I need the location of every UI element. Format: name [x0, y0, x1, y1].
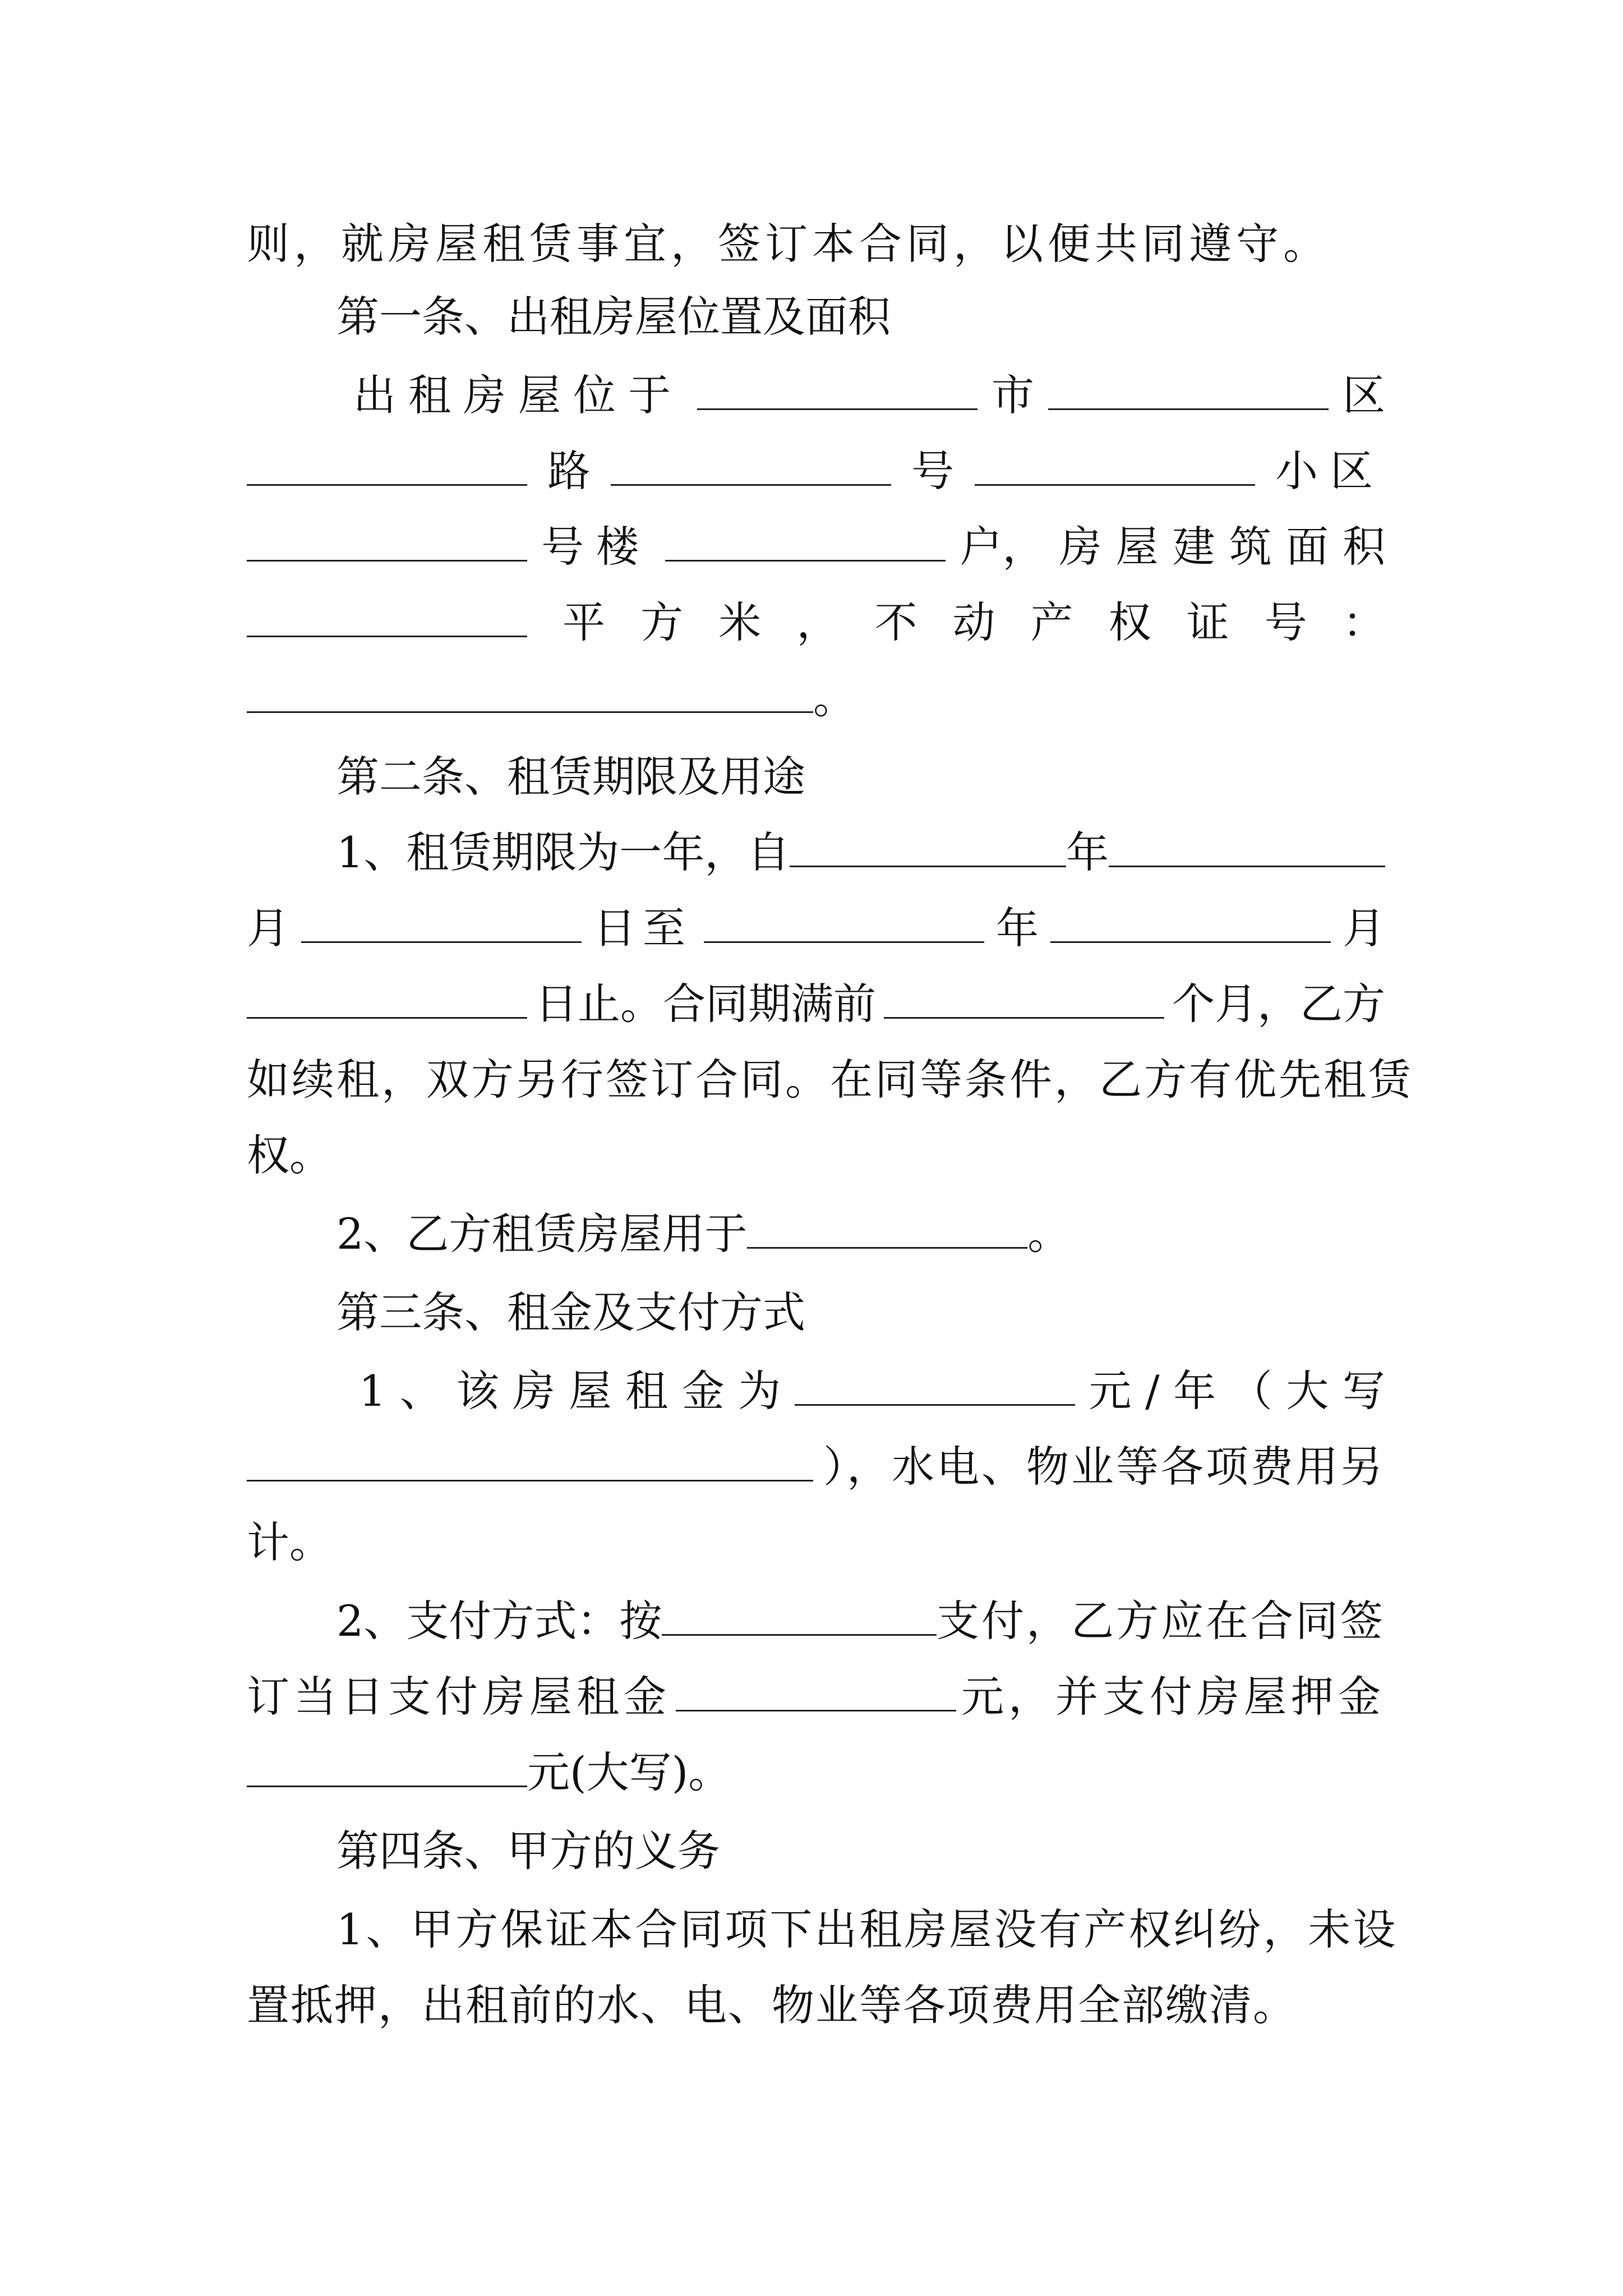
location-line-1: 出租房屋位于 市 区 — [353, 370, 1385, 420]
payment-line-2: 订当日支付房屋租金 元，并支付房屋押金 — [247, 1672, 1385, 1722]
end-month-blank[interactable] — [1050, 907, 1331, 943]
location-line-3: 号楼 户， 房 屋 建 筑 面 积 — [247, 516, 1385, 578]
obligation-line-2: 置抵押，出租前的水、电、物业等各项费用全部缴清。 — [247, 1980, 1297, 2030]
rent-line-3: 计。 — [247, 1517, 332, 1567]
deposit-blank[interactable] — [247, 1751, 527, 1787]
rent-line-1: 1 、 该 房 屋 租 金 为 元 / 年 （ 大 写 — [359, 1366, 1385, 1416]
unit-blank[interactable] — [665, 525, 946, 562]
usage-blank[interactable] — [747, 1212, 1027, 1249]
payment-line-3: 元(大写)。 — [247, 1742, 1385, 1803]
location-line-5: 。 — [247, 668, 1385, 729]
certificate-blank[interactable] — [247, 677, 813, 713]
payment-line-1: 2、支付方式：按 支付，乙方应在合同签 — [336, 1596, 1385, 1646]
start-year-blank[interactable] — [790, 831, 1066, 867]
end-year-blank[interactable] — [704, 907, 984, 943]
rent-capital-blank[interactable] — [247, 1445, 813, 1481]
obligation-line-1: 1、甲方保证本合同项下出租房屋没有产权纠纷，未设 — [336, 1904, 1398, 1954]
annual-rent-blank[interactable] — [795, 1369, 1075, 1406]
term-line-3: 日止。合同期满前 个月，乙方 — [247, 973, 1385, 1035]
district-blank[interactable] — [1048, 374, 1329, 410]
article-2-title: 第二条、租赁期限及用途 — [336, 752, 805, 802]
term-line-5: 权。 — [247, 1130, 332, 1180]
building-blank[interactable] — [247, 525, 527, 562]
road-blank[interactable] — [247, 449, 527, 486]
article-3-title: 第三条、租金及支付方式 — [336, 1287, 805, 1337]
usage-line: 2、乙方租赁房屋用于 。 — [336, 1209, 1071, 1259]
first-rent-blank[interactable] — [676, 1675, 956, 1711]
payment-method-blank[interactable] — [662, 1599, 937, 1636]
notice-months-blank[interactable] — [884, 982, 1164, 1019]
article-1-title: 第一条、出租房屋位置及面积 — [336, 292, 891, 342]
location-line-2: 路 号 小区 — [247, 440, 1385, 502]
area-blank[interactable] — [247, 601, 527, 637]
text-line: 则，就房屋租赁事宜，签订本合同，以便共同遵守。 — [247, 219, 1330, 269]
end-day-blank[interactable] — [247, 982, 527, 1019]
paragraph-line — [247, 213, 1330, 275]
location-line-4: 平 方 米 ， 不 动 产 权 证 号 ： — [247, 592, 1385, 654]
article-4-title: 第四条、甲方的义务 — [336, 1826, 720, 1876]
number-blank[interactable] — [611, 449, 891, 486]
term-line-1: 1、租赁期限为一年，自 年 — [336, 822, 1385, 884]
term-line-2: 月 日至 年 月 — [247, 903, 1385, 953]
rent-line-2: ），水电、物业等各项费用另 — [247, 1436, 1385, 1498]
term-line-4: 如续租，双方另行签订合同。在同等条件，乙方有优先租赁 — [247, 1055, 1413, 1105]
start-month-blank[interactable] — [1109, 831, 1385, 867]
start-day-blank[interactable] — [301, 907, 582, 943]
city-blank[interactable] — [697, 374, 978, 410]
community-blank[interactable] — [975, 449, 1255, 486]
